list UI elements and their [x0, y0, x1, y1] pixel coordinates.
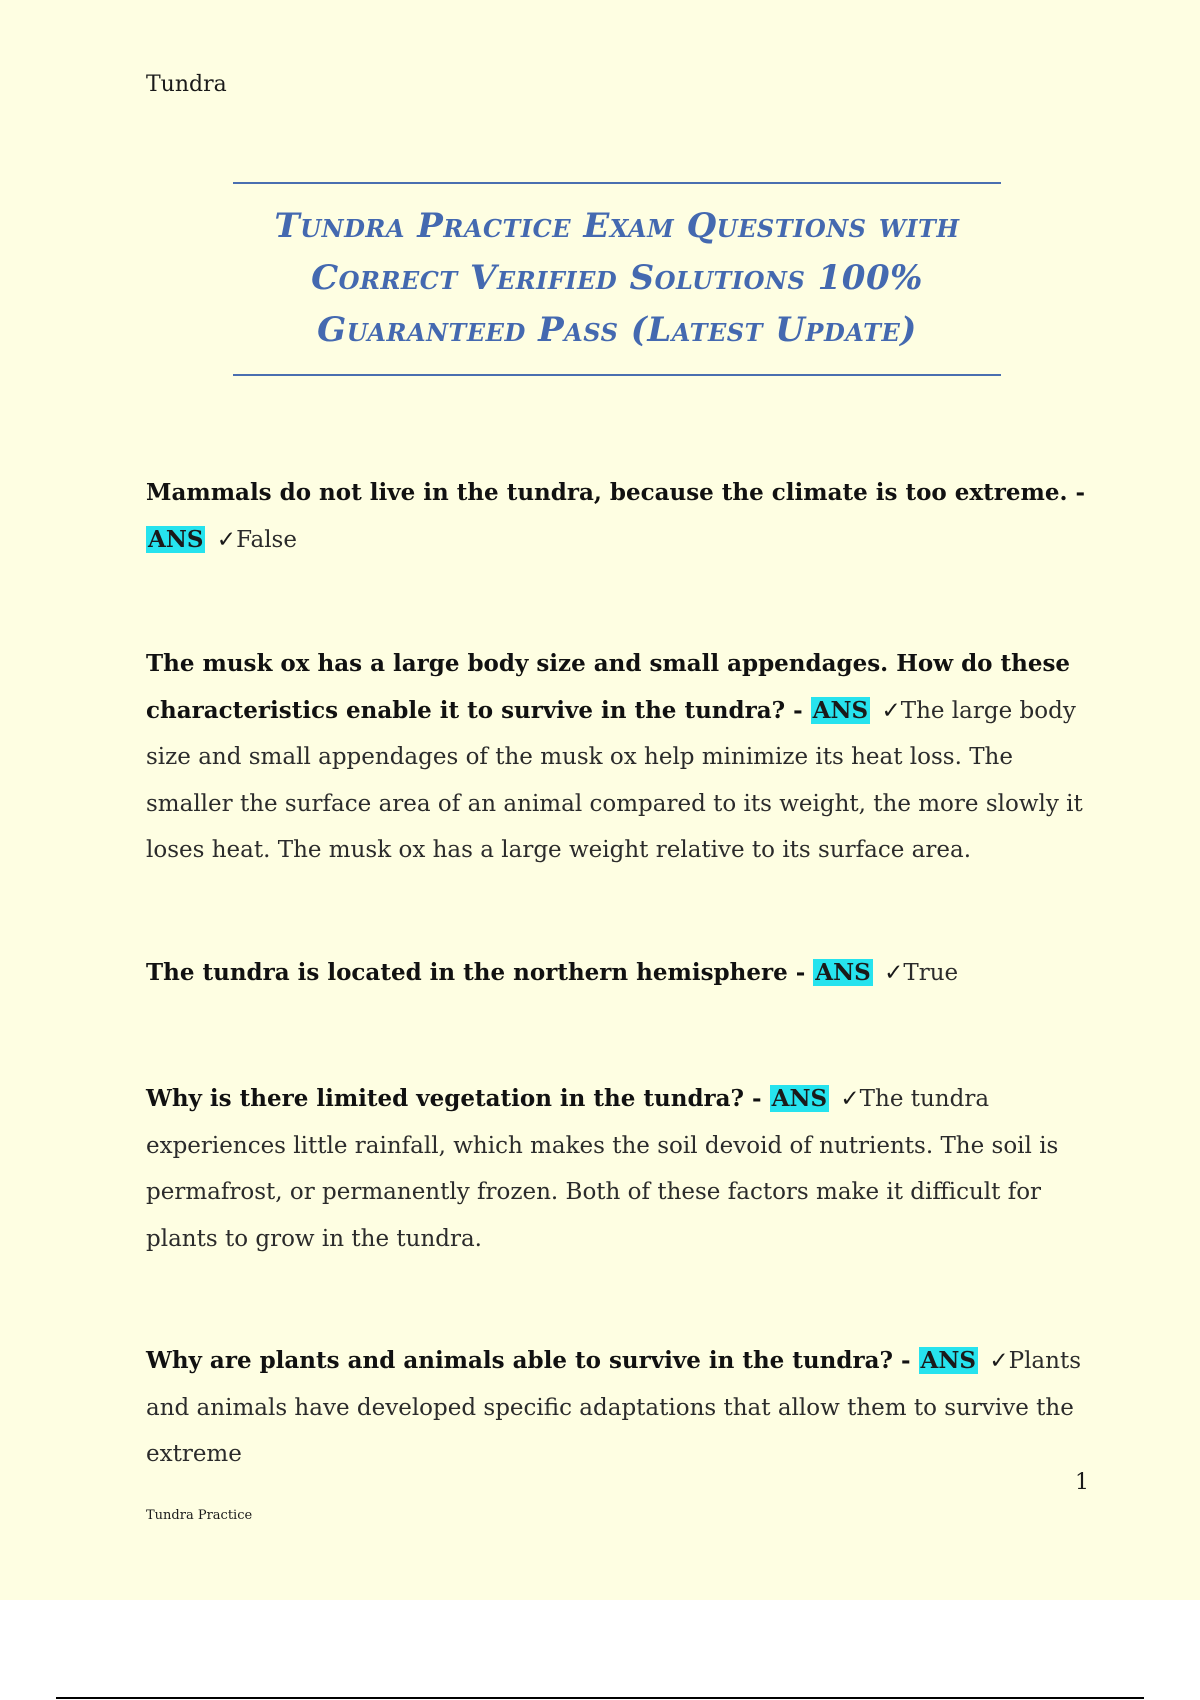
- question-text: Why are plants and animals able to survive in the tundra?: [146, 1347, 893, 1374]
- qa-item: [146, 1076, 1088, 1262]
- question-text: The musk ox has a large body size and small appendages. How do these characteristics enable it to survive in the tundra?: [146, 650, 1071, 724]
- answer-text: False: [236, 526, 297, 553]
- bottom-rule: [56, 1697, 1144, 1699]
- ans-badge: ANS: [812, 696, 869, 724]
- check-icon: ✓: [216, 526, 237, 553]
- footer-text: Tundra Practice: [146, 1508, 253, 1523]
- separator: -: [1067, 479, 1086, 506]
- check-icon: ✓: [881, 697, 901, 724]
- ans-badge: ANS: [815, 959, 871, 986]
- ans-badge: ANS: [771, 1085, 828, 1112]
- check-icon: ✓: [989, 1348, 1009, 1374]
- question-text: Why is there limited vegetation in the tundra?: [146, 1085, 745, 1112]
- question-text: Mammals do not live in the tundra, because the climate is too extreme.: [146, 479, 1068, 506]
- qa-item: [146, 641, 1088, 874]
- check-icon: ✓: [884, 960, 904, 986]
- page-number: 1: [1075, 1470, 1089, 1495]
- separator: -: [785, 696, 811, 724]
- title-top-rule: [233, 182, 1001, 184]
- check-icon: ✓: [840, 1086, 860, 1112]
- ans-badge: ANS: [148, 525, 204, 553]
- separator: -: [787, 959, 814, 986]
- answer-text: The large body size and small appendages of the musk ox help minimize its heat loss. The smaller the surface area of an animal compared to its weight, the more slowly it loses heat. The musk ox has a large weight relative to its surface area.: [146, 697, 1083, 863]
- answer-text: The tundra experiences little rainfall, which makes the soil devoid of nutrients. The soil is permafrost, or permanently frozen. Both of these factors make it difficult for plants to grow in the tundra.: [146, 1086, 1059, 1252]
- separator: -: [744, 1085, 770, 1112]
- ans-badge: ANS: [920, 1347, 976, 1374]
- title-bottom-rule: [233, 374, 1001, 376]
- separator: -: [892, 1347, 919, 1374]
- question-text: The tundra is located in the northern hemisphere: [146, 959, 788, 986]
- qa-item: [146, 470, 1088, 563]
- qa-item: [146, 950, 1088, 997]
- answer-text: Plants and animals have developed specific adaptations that allow them to survive the extreme: [146, 1348, 1081, 1467]
- running-head: Tundra: [146, 72, 227, 97]
- answer-text: True: [903, 960, 959, 986]
- document-title: Tundra Practice Exam Questions with Correct Verified Solutions 100% Guaranteed Pass (Latest Update): [274, 206, 960, 350]
- qa-item: [146, 1338, 1088, 1478]
